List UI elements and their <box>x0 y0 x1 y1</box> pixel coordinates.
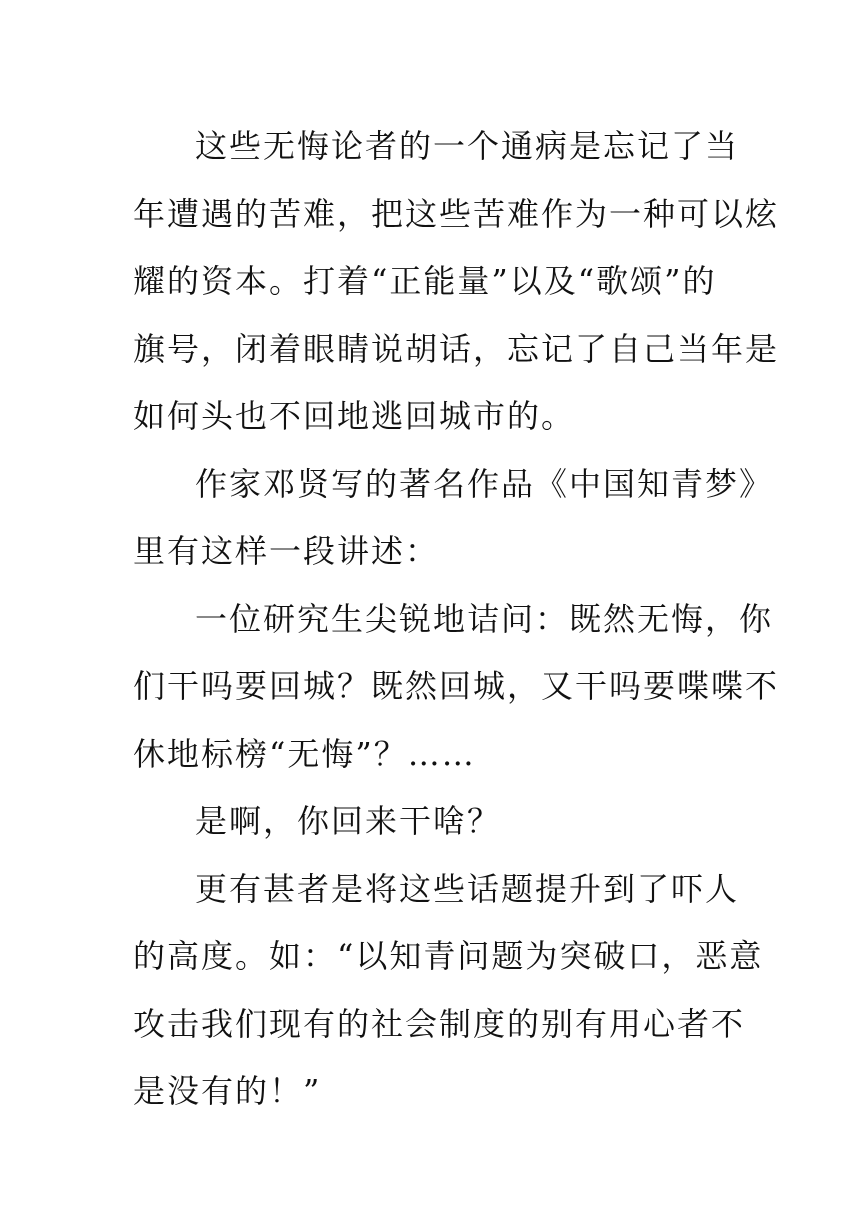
text-line: 是没有的！” <box>133 1072 322 1110</box>
text-line: 里有这样一段讲述： <box>133 532 440 570</box>
text-line: 旗号，闭着眼睛说胡话，忘记了自己当年是 <box>133 329 780 368</box>
text-line: 的高度。如：“以知青问题为突破口，恶意 <box>133 937 764 975</box>
text-line: 休地标榜“无悔”？…… <box>133 734 476 773</box>
text-line: 耀的资本。打着“正能量”以及“歌颂”的 <box>133 262 717 300</box>
text-line: 作家邓贤写的著名作品《中国知青梦》 <box>195 464 774 503</box>
text-line: 更有甚者是将这些话题提升到了吓人 <box>195 869 740 908</box>
text-line: 攻击我们现有的社会制度的别有用心者不 <box>133 1004 746 1043</box>
body-text <box>133 113 780 1126</box>
text-line: 一位研究生尖锐地诘问：既然无悔，你 <box>195 599 774 638</box>
text-line: 这些无悔论者的一个通病是忘记了当 <box>195 127 740 165</box>
text-line: 是啊，你回来干啥？ <box>195 802 502 840</box>
text-line: 如何头也不回地逃回城市的。 <box>133 397 576 435</box>
text-line: 们干吗要回城？既然回城，又干吗要喋喋不 <box>133 667 780 705</box>
text-line: 年遭遇的苦难，把这些苦难作为一种可以炫 <box>133 194 780 233</box>
